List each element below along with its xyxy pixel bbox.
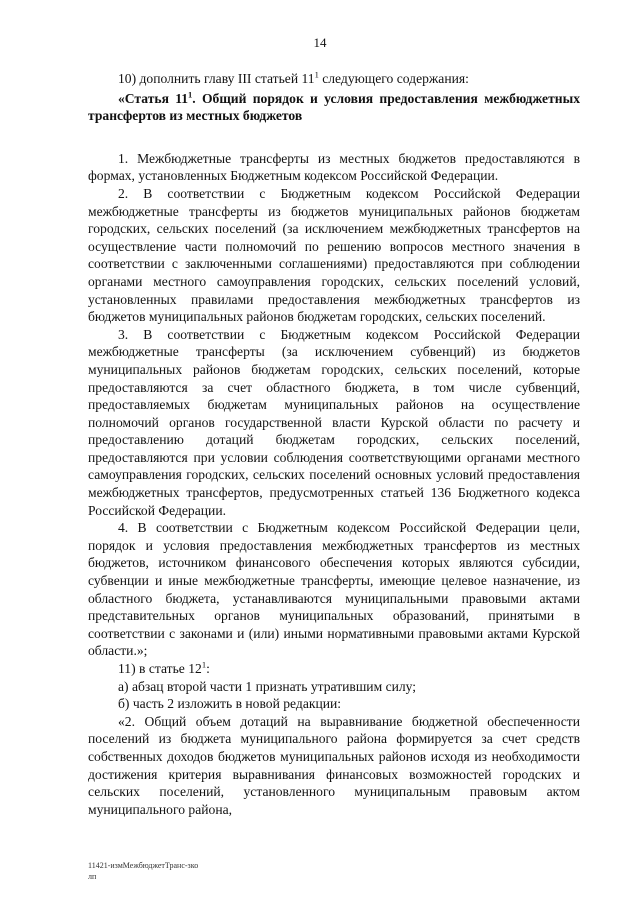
amendment-10-after: следующего содержания: [318,71,469,86]
article-heading-title: . Общий порядок и условия предоставления межбюджетных трансфертов из местных бюджетов [88,90,580,124]
article-paragraph-3: 3. В соответствии с Бюджетным кодексом Российской Федерации межбюджетные трансферты (за исключением субвенций) из бюджетов муниципальных районов бюджетам городских, сельских поселений, которые предоставляются за счет областного бюджета, в том числе субвенций, предоставляемых бюджетам муниципальных районов на осуществление полномочий органов государственной власти Курской области по расчету и предоставлению дотаций бюджетам городских, сельских поселений, предоставляются при условии соблюдения соответствующими органами местного самоуправления городских, сельских поселений основных условий предоставления межбюджетных трансфертов, предусмотренных статьей 136 Бюджетного кодекса Российской Федерации. [88,326,580,518]
amendment-10-text: 10) дополнить главу III статьей 11 [118,71,315,86]
new-part-2-paragraph: «2. Общий объем дотаций на выравнивание бюджетной обеспеченности поселений из бюджета муниципального района формируется за счет средств собственных доходов бюджетов муниципальных районов исходя из необходимости достижения критерия выравнивания финансовых возможностей городских и сельских поселений, установленного муниципальным правовым актом муниципального района, [88,713,580,817]
page-number: 14 [313,35,327,50]
superscript: 1 [188,89,193,100]
article-paragraph-2: 2. В соответствии с Бюджетным кодексом Российской Федерации межбюджетные трансферты из бюджетов муниципальных районов бюджетам городских, сельских поселений (за исключением межбюджетных трансфертов на осуществление части полномочий по решению вопросов местного значения в соответствии с заключенными соглашениями) предоставляются при соблюдении органами местного самоуправления городских, сельских поселений условий, установленных правилами предоставления межбюджетных трансфертов из бюджетов муниципальных районов бюджетам городских, сельских поселений. [88,185,580,325]
superscript: 1 [201,659,207,670]
amendment-11-text: 11) в статье 12 [118,661,202,676]
document-body [88,70,580,818]
sub-item-a: а) абзац второй части 1 признать утратившим силу; [118,678,417,694]
amendment-item-11 [88,660,580,678]
article-paragraph-1: 1. Межбюджетные трансферты из местных бюджетов предоставляются в формах, установленных Бюджетным кодексом Российской Федерации. [88,150,580,184]
amendment-11-after: : [206,661,210,676]
article-heading-prefix: «Статья 11 [118,90,189,106]
amendment-item-10 [88,70,580,88]
footer-initials: лп [88,872,97,881]
article-paragraph-4: 4. В соответствии с Бюджетным кодексом Российской Федерации цели, порядок и условия предоставления межбюджетных трансфертов из местных бюджетов, источником финансового обеспечения которых являются субсидии, субвенции и иные межбюджетные трансферты, имеющие целевое назначение, из областного бюджета, устанавливаются муниципальными правовыми актами представительных органов муниципальных образований, принятыми в соответствии с законами и (или) иными нормативными правовыми актами Курской области.»; [88,520,580,659]
footer-filename: 11421-измМежбюджетТранс-зко [88,861,199,870]
superscript: 1 [314,69,319,80]
sub-item-b: б) часть 2 изложить в новой редакции: [118,696,342,712]
file-footer [88,860,198,882]
article-heading [88,90,580,125]
